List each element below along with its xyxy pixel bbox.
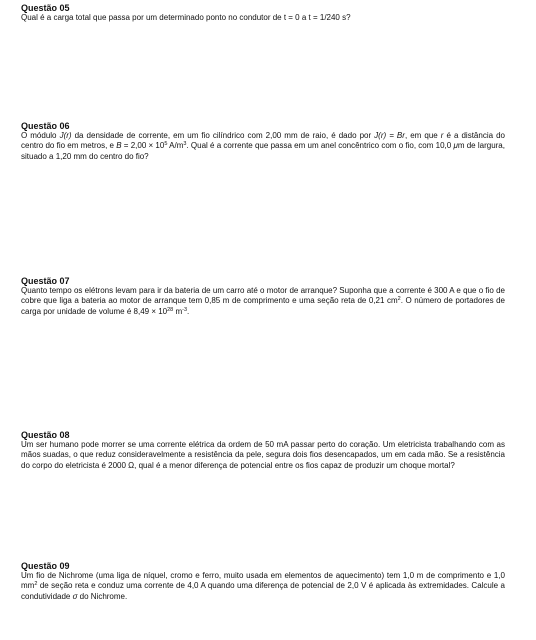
- math-symbol: r: [440, 131, 444, 140]
- question-title: Questão 05: [21, 3, 70, 13]
- math-symbol: B: [116, 141, 122, 151]
- text-segment: O módulo: [21, 131, 60, 140]
- question-text: [21, 571, 505, 602]
- text-segment: é a distância do centro do fio em metros, e: [21, 131, 505, 151]
- superscript: 2: [34, 581, 38, 588]
- text-segment: do Nichrome.: [77, 591, 128, 601]
- question-title: Questão 06: [21, 121, 70, 131]
- math-symbol: J(r) = Br: [374, 131, 405, 140]
- question-title: Questão 08: [21, 430, 70, 440]
- question-05: [21, 3, 505, 23]
- question-text: Qual é a carga total que passa por um determinado ponto no condutor de t = 0 a t = 1/240 s?: [21, 13, 351, 22]
- text-segment: m: [173, 306, 183, 316]
- superscript: 3: [183, 141, 187, 148]
- superscript: 2: [397, 296, 401, 303]
- superscript: 5: [164, 141, 168, 148]
- question-text: Um ser humano pode morrer se uma corrente elétrica da ordem de 50 mA passar perto do coração. Um eletricista trabalhando com as mãos suadas, o que reduz consideravelmente a resistência da pele, segura dois fios desencapados, um em cada mão. Se a resistência do corpo do eletricista é 2000 Ω, qual é a menor diferença de potencial entre os fios capaz de produzir um choque mortal?: [21, 440, 505, 470]
- question-07: [21, 276, 505, 317]
- question-09: [21, 561, 505, 602]
- math-symbol: σ: [72, 591, 78, 601]
- text-segment: .: [187, 306, 190, 316]
- text-segment: de seção reta e conduz uma corrente de 4,0 A quando uma diferença de potencial de 2,0 V é aplicada às extremidades. Calcule a condutividade: [21, 581, 505, 601]
- math-symbol: μ: [453, 141, 458, 151]
- text-segment: Um fio de Nichrome (uma liga de níquel, cromo e ferro, muito usada em elementos de aquecimento) tem 1,0 m de comprimento e 1,0 mm: [21, 571, 505, 591]
- text-segment: , em que: [404, 131, 441, 140]
- question-title: Questão 07: [21, 276, 70, 286]
- superscript: 28: [167, 306, 174, 313]
- question-06: [21, 121, 505, 162]
- text-segment: A/m: [167, 141, 184, 151]
- math-symbol: J(r): [59, 131, 72, 140]
- question-08: [21, 430, 505, 471]
- text-segment: m de largura, situado a 1,20 mm do centro do fio?: [21, 141, 505, 161]
- text-segment: = 2,00 × 10: [121, 141, 165, 151]
- question-text: [21, 131, 505, 162]
- text-segment: . O número de portadores de carga por unidade de volume é 8,49 × 10: [21, 296, 505, 316]
- question-text: [21, 286, 505, 317]
- superscript: -3: [182, 306, 188, 313]
- text-segment: . Qual é a corrente que passa em um anel concêntrico com o fio, com 10,0: [186, 141, 454, 151]
- question-title: Questão 09: [21, 561, 70, 571]
- text-segment: da densidade de corrente, em um fio cilíndrico com 2,00 mm de raio, é dado por: [71, 131, 375, 140]
- text-segment: Quanto tempo os elétrons levam para ir da bateria de um carro até o motor de arranque? Suponha que a corrente é 300 A e que o fio de cobre que liga a bateria ao motor de arranque tem 0,85 m de comprimento e uma seção reta de 0,21 cm: [21, 286, 505, 306]
